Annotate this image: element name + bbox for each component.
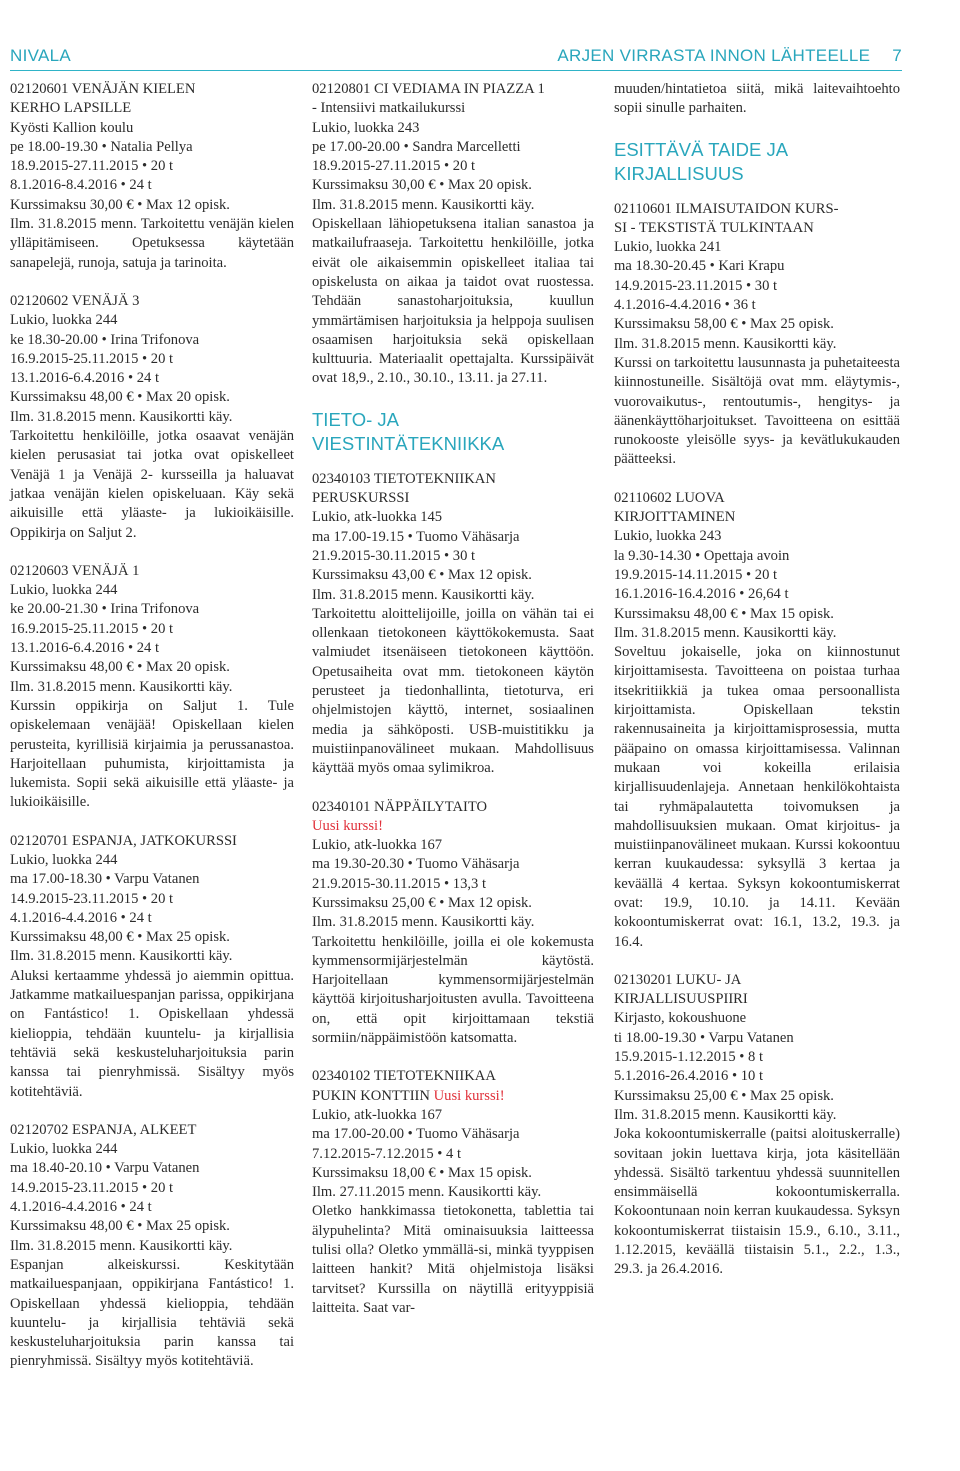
header-slogan: ARJEN VIRRASTA INNON LÄHTEELLE (557, 46, 871, 65)
course-location: Lukio, atk-luokka 167 (312, 837, 443, 854)
course-entry (312, 80, 594, 389)
course-description: Tarkoitettu henkilöille, joilla ei ole kokemusta kymmensormijärjestelmän käytöstä. Harjoitellaan kymmensormijärjestelmän käyttöä kirjoitusharjoitusten avulla. Tavoitteena on, että opit kirjoittamaan tekstiä sormiin/näppäimistöön katsomatta. (312, 933, 594, 1047)
course-registration: Ilm. 31.8.2015 menn. Kausikortti käy. (614, 1106, 837, 1123)
course-description: muuden/hintatietoa siitä, mikä laitevaihtoehto sopii sinulle parhaiten. (614, 81, 900, 117)
course-title: KIRJOITTAMINEN (614, 509, 736, 526)
course-entry (614, 971, 900, 1280)
course-fee: Kurssimaksu 18,00 € • Max 15 opisk. (312, 1164, 532, 1181)
course-fee: Kurssimaksu 48,00 € • Max 25 opisk. (10, 1218, 230, 1235)
course-fee: Kurssimaksu 43,00 € • Max 12 opisk. (312, 567, 532, 584)
course-location: Lukio, luokka 244 (10, 312, 118, 329)
course-schedule: ma 18.40-20.10 • Varpu Vatanen (10, 1160, 200, 1177)
course-schedule: la 9.30-14.30 • Opettaja avoin (614, 547, 790, 564)
course-registration: Ilm. 31.8.2015 menn. Kausikortti käy. (10, 1237, 233, 1254)
course-location: Lukio, luokka 244 (10, 851, 118, 868)
course-description: Joka kokoontumiskerralle (paitsi aloituskerralle) sovitaan jokin luettava kirja, jota käsitellään yhdessä. Sisältö tarkentuu yhdessä suunnitellen ensimmäisellä kokoontumiskerralla. Kokoontunaan noin kerran kuukaudessa. Syksyn kokoontumiskerrat tiistaisin 15.9., 6.10., 3.11., 1.12.2015, keväällä tiistaisin 5.1., 2.2., 1.3., 29.3. ja 26.4.2016. (614, 1126, 900, 1278)
course-entry (10, 292, 294, 543)
course-dates: 16.9.2015-25.11.2015 • 20 t (10, 350, 174, 367)
course-title: 02340103 TIETOTEKNIIKAN (312, 470, 496, 487)
course-fee: Kurssimaksu 48,00 € • Max 20 opisk. (10, 389, 230, 406)
course-location: Lukio, luokka 243 (312, 119, 420, 136)
new-course-badge: Uusi kurssi! (433, 1087, 505, 1104)
course-dates: 14.9.2015-23.11.2015 • 20 t (10, 890, 174, 907)
course-dates: 7.12.2015-7.12.2015 • 4 t (312, 1145, 462, 1162)
course-dates: 13.1.2016-6.4.2016 • 24 t (10, 370, 160, 387)
course-title-row (312, 1087, 594, 1106)
course-registration: Ilm. 31.8.2015 menn. Kausikortti käy. (614, 335, 837, 352)
course-registration: Ilm. 31.8.2015 menn. Kausikortti käy. (312, 914, 535, 931)
course-description: Tarkoitettu aloittelijoille, joilla on vähän tai ei ollenkaan tietokoneen käyttökokemusta. Saat valmiudet itsenäiseen tietokoneen käyttöön. Opetusaiheita ovat mm. tietokoneen käytön perusteet ja tiedonhallinta, tietoturva, eri ohjelmistojen käyttö, internet, sosiaalinen media ja sähköposti. USB-muistitikku ja muistiinpanovälineet mukaan. Mahdollisuus käyttää myös omaa sylimikroa. (312, 605, 594, 777)
course-dates: 4.1.2016-4.4.2016 • 24 t (10, 909, 152, 926)
course-fee: Kurssimaksu 48,00 € • Max 20 opisk. (10, 659, 230, 676)
page-number: 7 (892, 46, 902, 65)
course-title: PERUSKURSSI (312, 490, 410, 507)
course-dates: 14.9.2015-23.11.2015 • 30 t (614, 277, 778, 294)
course-entry (312, 470, 594, 779)
course-description-continued (614, 80, 900, 119)
course-schedule: ke 20.00-21.30 • Irina Trifonova (10, 601, 200, 618)
course-description: Soveltuu jokaiselle, joka on kiinnostunut kirjoittamisesta. Tavoitteena on poistaa turhaa itsekritiikkiä ja tukea omaa persoonallista kirjoittamista. Opiskellaan tekstin rakennusaineita ja kirjoittamisprosessia, mutta pääpaino on omassa kirjoittamisessa. Valinnan mukaan voi kokeilla erilaisia kirjallisuudenlajeja. Annetaan henkilökohtaista tai ryhmäpalautetta toivomuksen ja mahdollisuuksien mukaan. Omat kirjoitus- ja muistiinpanovälineet mukaan. Kurssi kokoontuu kerran kuukaudessa: syksyllä 3 kertaa ja keväällä 4 kertaa. Syksyn kokoontumiskerrat ovat: 19.9, 10.10. ja 14.11. Kevään kokoontumiskerrat ovat: 16.1, 13.2, 19.3. ja 16.4. (614, 644, 900, 950)
course-entry (10, 80, 294, 273)
course-title: 02120601 VENÄJÄN KIELEN (10, 81, 196, 97)
course-fee: Kurssimaksu 30,00 € • Max 12 opisk. (10, 196, 230, 213)
new-course-badge: Uusi kurssi! (312, 817, 383, 834)
course-dates: 13.1.2016-6.4.2016 • 24 t (10, 640, 160, 657)
course-entry (10, 832, 294, 1102)
course-entry (312, 798, 594, 1049)
course-fee: Kurssimaksu 48,00 € • Max 25 opisk. (10, 929, 230, 946)
course-dates: 21.9.2015-30.11.2015 • 30 t (312, 547, 476, 564)
course-schedule: ti 18.00-19.30 • Varpu Vatanen (614, 1029, 794, 1046)
course-registration: Ilm. 31.8.2015 menn. (10, 216, 137, 233)
header-title (557, 46, 902, 66)
column-3 (614, 80, 900, 1299)
course-dates: 5.1.2016-26.4.2016 • 10 t (614, 1068, 764, 1085)
course-description (10, 215, 294, 273)
course-dates: 19.9.2015-14.11.2015 • 20 t (614, 566, 778, 583)
course-title: 02130201 LUKU- JA (614, 971, 742, 988)
course-entry (614, 200, 900, 470)
course-schedule: ma 17.00-20.00 • Tuomo Vähäsarja (312, 1126, 520, 1143)
course-entry (312, 1067, 594, 1318)
course-entry (10, 1121, 294, 1372)
course-registration: Ilm. 31.8.2015 menn. Kausikortti käy. (312, 586, 535, 603)
column-2 (312, 80, 594, 1337)
course-dates: 8.1.2016-8.4.2016 • 24 t (10, 177, 152, 194)
course-fee: Kurssimaksu 25,00 € • Max 12 opisk. (312, 894, 532, 911)
course-dates: 14.9.2015-23.11.2015 • 20 t (10, 1179, 174, 1196)
course-description: Aluksi kertaamme yhdessä jo aiemmin opittua. Jatkamme matkailuespanjan parissa, oppikirjana on Fantástico! 1. Opiskellaan yhdessä kielioppia, tehdään kuuntelu- ja kirjallisia tehtäviä sekä keskusteluharjoituksia parin kanssa tai pienryhmissä. Sisältyy myös kotitehtäviä. (10, 967, 294, 1100)
course-dates: 4.1.2016-4.4.2016 • 36 t (614, 297, 756, 314)
course-title: 02120701 ESPANJA, JATKOKURSSI (10, 832, 237, 849)
course-fee: Kurssimaksu 25,00 € • Max 25 opisk. (614, 1087, 834, 1104)
page-header (10, 46, 902, 71)
course-entry (614, 489, 900, 952)
course-title: 02110602 LUOVA (614, 489, 725, 506)
course-dates: 4.1.2016-4.4.2016 • 24 t (10, 1199, 152, 1216)
course-schedule: pe 17.00-20.00 • Sandra Marcelletti (312, 138, 521, 155)
course-schedule: ma 18.30-20.45 • Kari Krapu (614, 258, 785, 275)
course-registration: Ilm. 31.8.2015 menn. Kausikortti käy. (10, 678, 233, 695)
course-title: PUKIN KONTTIIN (312, 1087, 430, 1104)
course-title: KERHO LAPSILLE (10, 100, 132, 117)
course-title: SI - TEKSTISTÄ TULKINTAAN (614, 219, 814, 236)
course-registration: Ilm. 31.8.2015 menn. Kausikortti käy. (312, 196, 535, 213)
course-registration: Ilm. 31.8.2015 menn. Kausikortti käy. (614, 624, 837, 641)
course-registration: Ilm. 31.8.2015 menn. Kausikortti käy. (10, 948, 233, 965)
course-location: Lukio, luokka 241 (614, 239, 722, 256)
course-fee: Kurssimaksu 58,00 € • Max 25 opisk. (614, 316, 834, 333)
course-title: 02120801 CI VEDIAMA IN PIAZZA 1 (312, 81, 545, 97)
course-location: Lukio, atk-luokka 145 (312, 509, 443, 526)
course-dates: 18.9.2015-27.11.2015 • 20 t (10, 158, 174, 175)
course-schedule: ke 18.30-20.00 • Irina Trifonova (10, 331, 200, 348)
course-fee: Kurssimaksu 30,00 € • Max 20 opisk. (312, 177, 532, 194)
course-title: 02120602 VENÄJÄ 3 (10, 292, 140, 309)
course-dates: 16.9.2015-25.11.2015 • 20 t (10, 620, 174, 637)
course-entry (10, 562, 294, 813)
course-location: Lukio, luokka 243 (614, 528, 722, 545)
course-description: Tarkoitettu henkilöille, jotka osaavat venäjän kielen perusasiat tai jotka ovat opiskelleet Venäjä 1 ja Venäjä 2- kursseilla ja haluavat jatkaa venäjän kielen opiskeluaan. Käy sekä aikuisille että yläaste- ja lukioikäisille. Oppikirja on Saljut 2. (10, 428, 294, 541)
course-schedule: ma 17.00-18.30 • Varpu Vatanen (10, 871, 200, 888)
course-title: KIRJALLISUUSPIIRI (614, 991, 748, 1008)
course-location: Kirjasto, kokoushuone (614, 1010, 747, 1027)
course-registration: Ilm. 31.8.2015 menn. Kausikortti käy. (10, 408, 233, 425)
course-schedule: ma 17.00-19.15 • Tuomo Vähäsarja (312, 528, 520, 545)
course-location: Lukio, atk-luokka 167 (312, 1106, 443, 1123)
course-title: 02120702 ESPANJA, ALKEET (10, 1121, 197, 1138)
course-description: Kurssin oppikirja on Saljut 1. Tule opiskelemaan venäjää! Opiskellaan kielen perusteita, kyrillisiä kirjaimia ja perussanastoa. Harjoitellaan puhumista, kirjoittamista ja lukemista. Sopii sekä aikuisille että yläaste- ja lukioikäisille. (10, 697, 294, 811)
header-location: NIVALA (10, 46, 72, 65)
section-heading-taide: ESITTÄVÄ TAIDE JA KIRJALLISUUS (614, 138, 788, 184)
course-subtitle: - Intensiivi matkailukurssi (312, 100, 466, 117)
course-schedule: pe 18.00-19.30 • Natalia Pellya (10, 138, 193, 155)
course-location: Lukio, luokka 244 (10, 1141, 118, 1158)
course-registration: Ilm. 27.11.2015 menn. Kausikortti käy. (312, 1184, 542, 1201)
course-description: Espanjan alkeiskurssi. Keskitytään matkailuespanjaan, oppikirjana Fantástico! 1. Opiskellaan yhdessä kielioppia, tehdään kuuntelu- ja kirjallisia tehtäviä sekä keskusteluharjoituksia parin kanssa tai pienryhmissä. Sisältyy myös kotitehtäviä. (10, 1256, 294, 1370)
column-1 (10, 80, 294, 1391)
course-dates: 21.9.2015-30.11.2015 • 13,3 t (312, 875, 487, 892)
course-dates: 18.9.2015-27.11.2015 • 20 t (312, 158, 476, 175)
course-location: Kyösti Kallion koulu (10, 119, 134, 136)
course-title: 02340101 NÄPPÄILYTAITO (312, 798, 488, 815)
course-title: 02110601 ILMAISUTAIDON KURS- (614, 200, 839, 217)
course-description: Opiskellaan lähiopetuksena italian sanastoa ja matkailufraaseja. Tarkoitettu henkilöille, jotka eivät ole aikaisemmin opiskelleet italiaa tai opiskelusta on aikaa ja taidot ovat ruostessa. Tehdään sanastoharjoituksia, kuullun ymmärtämisen harjoituksia ja helppoja suulisen osaamisen harjoituksia sekä opiskellaan kulttuuria. Materiaalit opettajalta. Kurssipäivät ovat 18,9., 2.10., 30.10., 13.11. ja 27.11. (312, 216, 594, 387)
course-location: Lukio, luokka 244 (10, 582, 118, 599)
course-title: 02120603 VENÄJÄ 1 (10, 562, 140, 579)
course-dates: 16.1.2016-16.4.2016 • 26,64 t (614, 586, 789, 603)
course-title: 02340102 TIETOTEKNIIKAA (312, 1068, 496, 1085)
section-heading-tieto: TIETO- JA VIESTINTÄTEKNIIKKA (312, 408, 505, 454)
course-dates: 15.9.2015-1.12.2015 • 8 t (614, 1049, 764, 1066)
course-description: Oletko hankkimassa tietokonetta, tablettia tai älypuhelinta? Mitä ominaisuuksia laitteessa tulisi olla? Oletko ymmällä-si, minkä tyyppisen laitteen hankit? Mitä ohjelmistoja lisäksi tarvitset? Kurssilla on näytillä erityyppisiä laitteita. Saat var- (312, 1203, 594, 1316)
course-description-text: Tarkoitettu venäjän kielen ylläpitämiseen. Opetuksessa käytetään sanapelejä, runoja, satuja ja tarinoita. (10, 216, 294, 271)
course-schedule: ma 19.30-20.30 • Tuomo Vähäsarja (312, 856, 520, 873)
course-fee: Kurssimaksu 48,00 € • Max 15 opisk. (614, 605, 834, 622)
course-description: Kurssi on tarkoitettu lausunnasta ja puhetaiteesta kiinnostuneille. Sisältöjä ovat mm. eläytymis-, vuorovaikutus-, rentoutumis-, hengitys- ja äänenkäyttöharjoitukset. Tavoitteena on esittää runokooste yleisölle syys- ja kevätlukukauden päätteeksi. (614, 354, 900, 468)
